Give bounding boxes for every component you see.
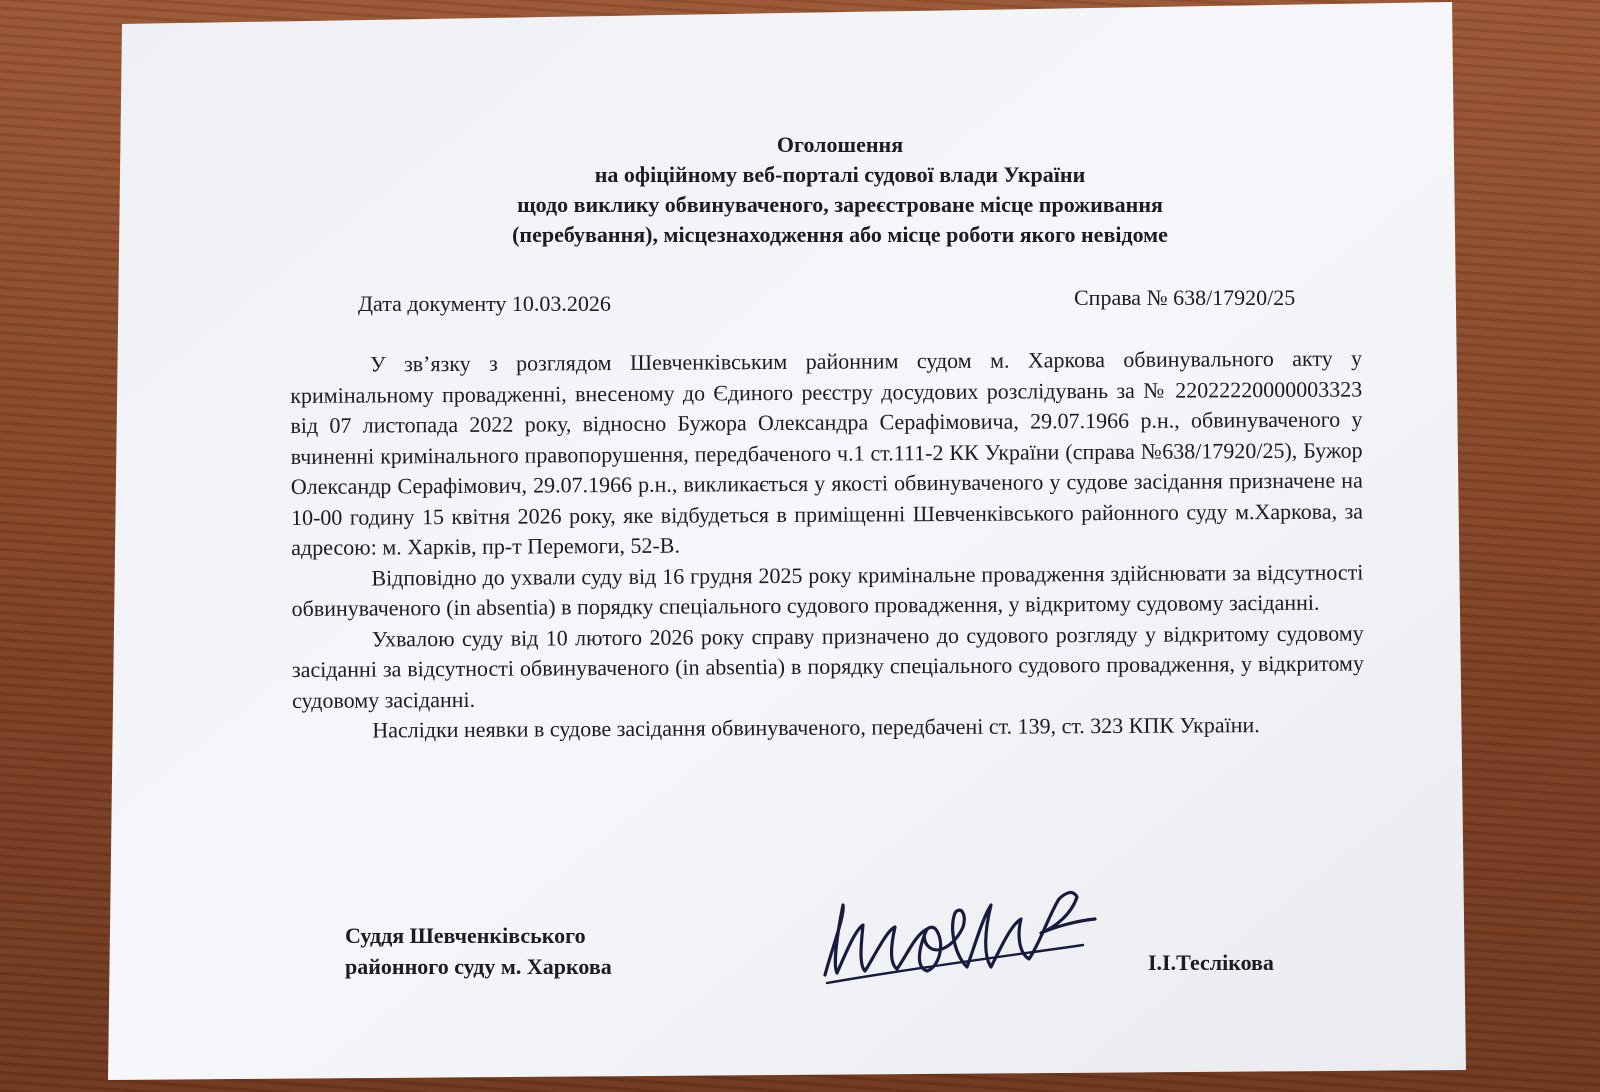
- paragraph-summons: У зв’язку з розглядом Шевченківським районним судом м. Харкова обвинувального акту у кримінальному провадженні, внесеному до Єдиного реєстру досудових розслідувань за № 22022220000003323 від 07 листопада 2022 року, відносно Бужора Олександра Серафімовича, 29.07.1966 р.н., обвинуваченого у вчиненні кримінального правопорушення, передбаченого ч.1 ст.111-2 КК України (справа №638/17920/25), Бужор Олександр Серафімович, 29.07.1966 р.н., викликається у якості обвинуваченого у судове засідання призначене на 10-00 годину 15 квітня 2026 року, яке відбудеться в приміщенні Шевченківського районного суду м.Харкова, за адресою: м. Харків, пр-т Перемоги, 52-В.: [290, 345, 1364, 560]
- judge-name: І.І.Теслікова: [1148, 950, 1274, 975]
- heading-line-2: на офіційному веб-порталі судової влади України: [594, 162, 1086, 187]
- heading-line-3: щодо виклику обвинуваченого, зареєстроване місце проживання: [517, 192, 1163, 217]
- paragraph-consequences: Наслідки неявки в судове засідання обвинуваченого, передбачені ст. 139, ст. 323 КПК України.: [372, 712, 1260, 743]
- document-date: Дата документу 10.03.2026: [358, 291, 611, 316]
- heading-line-1: Оголошення: [776, 132, 904, 157]
- announcement-heading: [340, 130, 1340, 250]
- judge-title: [345, 920, 612, 982]
- paragraph-court-ruling: Ухвалою суду від 10 лютого 2026 року справу призначено до судового розгляду у відкритому судовому засіданні за відсутності обвинуваченого (in absentia) в порядку спеціального судового провадження, у відкритому судовому засіданні.: [291, 619, 1365, 713]
- case-number: Справа № 638/17920/25: [1074, 285, 1296, 310]
- judge-title-line-1: Суддя Шевченківського: [345, 923, 586, 948]
- handwritten-signature: [815, 875, 1115, 1005]
- judge-title-line-2: районного суду м. Харкова: [345, 954, 612, 979]
- announcement-body: [290, 343, 1364, 746]
- paragraph-in-absentia: Відповідно до ухвали суду від 16 грудня 2025 року кримінальне провадження здійснювати за відсутності обвинуваченого (in absentia) в порядку спеціального судового провадження, у відкритому судовому засіданні.: [291, 558, 1364, 621]
- heading-line-4: (перебування), місцезнаходження або місце роботи якого невідоме: [512, 222, 1168, 247]
